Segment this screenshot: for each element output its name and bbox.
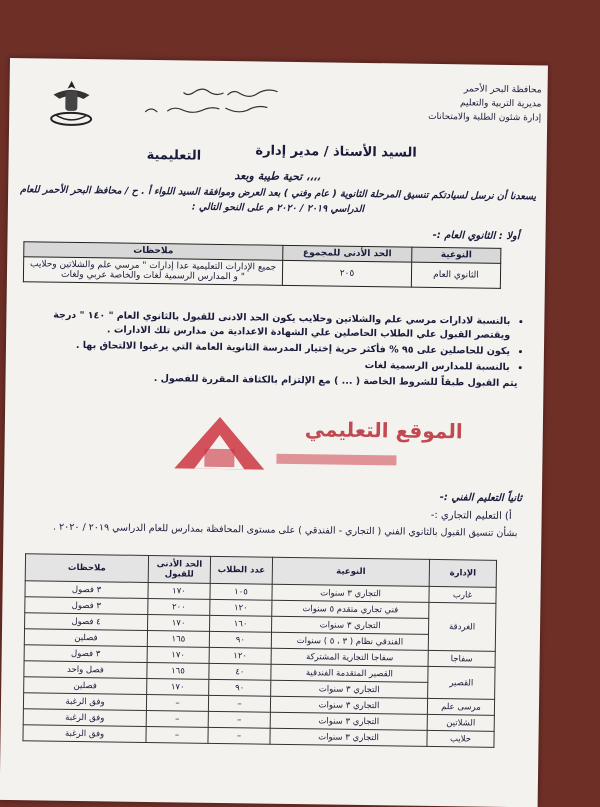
t2-cell: ٣ فصول: [25, 581, 148, 599]
t2-cell: وفق الرغبة: [23, 693, 146, 711]
t2-cell: وفق الرغبة: [23, 725, 146, 743]
t2-cell: ١٠٥: [210, 583, 272, 600]
governorate-line: محافظة البحر الأحمر: [463, 84, 542, 96]
commercial-text: بشأن تنسيق القبول بالثانوي الفني ( التجاري - الفندقي ) على مستوى المحافظة بمدارس للعام الدراسي ٢٠١٩ / ٢٠٢٠ .: [52, 521, 518, 540]
directorate-line: مديرية التربية والتعليم: [459, 98, 542, 110]
t1-header-type: النوعية: [412, 247, 501, 263]
t1-header-notes: ملاحظات: [24, 242, 283, 261]
t2-cell: فصلين: [24, 677, 147, 695]
watermark-text: الموقع التعليمي: [304, 417, 463, 444]
t2-cell: القصير المتقدمة الفندقية: [271, 664, 428, 682]
commercial-subtitle: أ) التعليم التجاري :-: [430, 509, 512, 523]
t2-cell: ١٧٠: [147, 646, 209, 663]
t2-header: الإدارة: [429, 559, 496, 587]
eagle-emblem-icon: [43, 74, 100, 129]
t2-cell: ٣ فصول: [25, 597, 148, 615]
t2-cell: ٤ فصول: [25, 613, 148, 631]
t2-header: الحد الأدنى للقبول: [148, 555, 210, 583]
t2-cell: ١٧٠: [148, 614, 210, 631]
t2-cell: ١٢٠: [209, 647, 271, 664]
t2-cell: وفق الرغبة: [23, 709, 146, 727]
department-line: إدارة شئون الطلبة والامتحانات: [428, 111, 542, 124]
section2-title: ثانياً التعليم الفني :-: [439, 492, 522, 505]
t2-cell: فصل واحد: [24, 661, 147, 679]
t2-cell: التجاري ٣ سنوات: [272, 584, 429, 602]
t1-cell-notes: جميع الإدارات التعليمية عدا إدارات " مرسي علم والشلاتين وحلايب " و المدارس الرسمية لغات والخاصة عربي ولغات: [23, 257, 282, 286]
rule-item: • بالنسبة لادارات مرسي علم والشلاتين وحلايب يكون الحد الادنى للقبول بالثانوي العام " ١٤٠ " درجة ويقتصر القبول علي الطلاب الحاصلين علي الشهادة الاعدادية من مدارس تلك الادارات .: [20, 308, 510, 343]
admission-paragraph: يتم القبول طبقاً للشروط الخاصة ( ... ) مع الإلتزام بالكثافة المقررة للفصول .: [153, 373, 518, 390]
t2-cell: –: [146, 694, 208, 711]
t2-cell: القصير: [428, 666, 495, 699]
letterhead: [421, 82, 542, 126]
t2-cell: التجاري ٣ سنوات: [272, 616, 429, 634]
t2-cell: ٩٠: [209, 631, 271, 648]
t2-header: ملاحظات: [25, 554, 148, 583]
t2-cell: فصلين: [24, 629, 147, 647]
rule-item: • بالنسبة للمدارس الرسمية لغات: [20, 354, 510, 375]
intro-paragraph: يسعدنا أن نرسل لسيادتكم تنسيق المرحلة الثانوية ( عام وفني ) بعد العرض وموافقة السيد اللواء أ . ح / محافظ البحر الأحمر للعام الدراسي ٢٠١٩ / ٢٠٢٠ م على النحو التالي :: [20, 184, 537, 215]
t2-cell: سفاجا: [428, 650, 495, 667]
t2-cell: ٩٠: [209, 679, 271, 696]
t2-cell: سفاجا التجارية المشتركة: [271, 648, 428, 666]
t2-cell: ١٦٠: [210, 615, 272, 632]
t2-cell: ١٧٠: [148, 582, 210, 599]
t2-cell: –: [208, 695, 270, 712]
t2-header: النوعية: [272, 557, 429, 586]
t2-cell: التجاري ٣ سنوات: [270, 696, 427, 714]
t2-cell: ٣ فصول: [24, 645, 147, 663]
t1-header-min: الحد الأدنى للمجموع: [283, 245, 412, 262]
addressee: [9, 140, 547, 164]
t2-cell: الفندقي نظام ( ٣ ، ٥ ) سنوات: [271, 632, 428, 650]
handwritten-note: [127, 82, 288, 124]
t2-cell: –: [146, 726, 208, 743]
rules-list: [19, 308, 522, 391]
t2-cell: مرسى علم: [427, 698, 494, 715]
addressee-dept: التعليمية: [146, 147, 202, 164]
t2-cell: التجاري ٣ سنوات: [270, 712, 427, 730]
t2-cell: –: [208, 727, 270, 744]
t2-cell: فني تجاري متقدم ٥ سنوات: [272, 600, 429, 618]
section1-title: أولا : الثانوي العام :-: [432, 229, 520, 243]
t1-cell-min: ٢٠٥: [282, 260, 411, 287]
t2-header: عدد الطلاب: [210, 556, 272, 584]
t2-cell: –: [146, 710, 208, 727]
t2-cell: الغردقة: [428, 602, 496, 651]
t2-cell: ٢٠٠: [148, 598, 210, 615]
t1-cell-type: الثانوي العام: [411, 262, 500, 288]
general-secondary-table: [23, 241, 502, 289]
t2-cell: ١٦٥: [147, 662, 209, 679]
t2-cell: ١٢٠: [210, 599, 272, 616]
t2-cell: –: [208, 711, 270, 728]
t2-cell: غارب: [429, 586, 496, 603]
addressee-title: السيد الأستاذ / مدير إدارة: [255, 143, 417, 161]
t2-cell: التجاري ٣ سنوات: [271, 680, 428, 698]
t2-cell: الشلاتين: [427, 714, 494, 731]
t2-cell: حلايب: [427, 730, 494, 747]
t2-cell: ١٧٠: [147, 678, 209, 695]
technical-education-table: [22, 553, 497, 748]
t2-cell: ١٦٥: [147, 630, 209, 647]
greeting: تحية طيبة وبعد ،،،،: [234, 169, 321, 184]
t2-cell: التجاري ٣ سنوات: [270, 728, 427, 746]
document-page: [0, 58, 548, 807]
rule-item: • يكون للحاصلين على ٩٥ % فأكثر حرية إختيار المدرسة الثانوية العامة التي يرغبوا الالتحاق بها .: [20, 338, 510, 359]
t2-cell: ٤٠: [209, 663, 271, 680]
